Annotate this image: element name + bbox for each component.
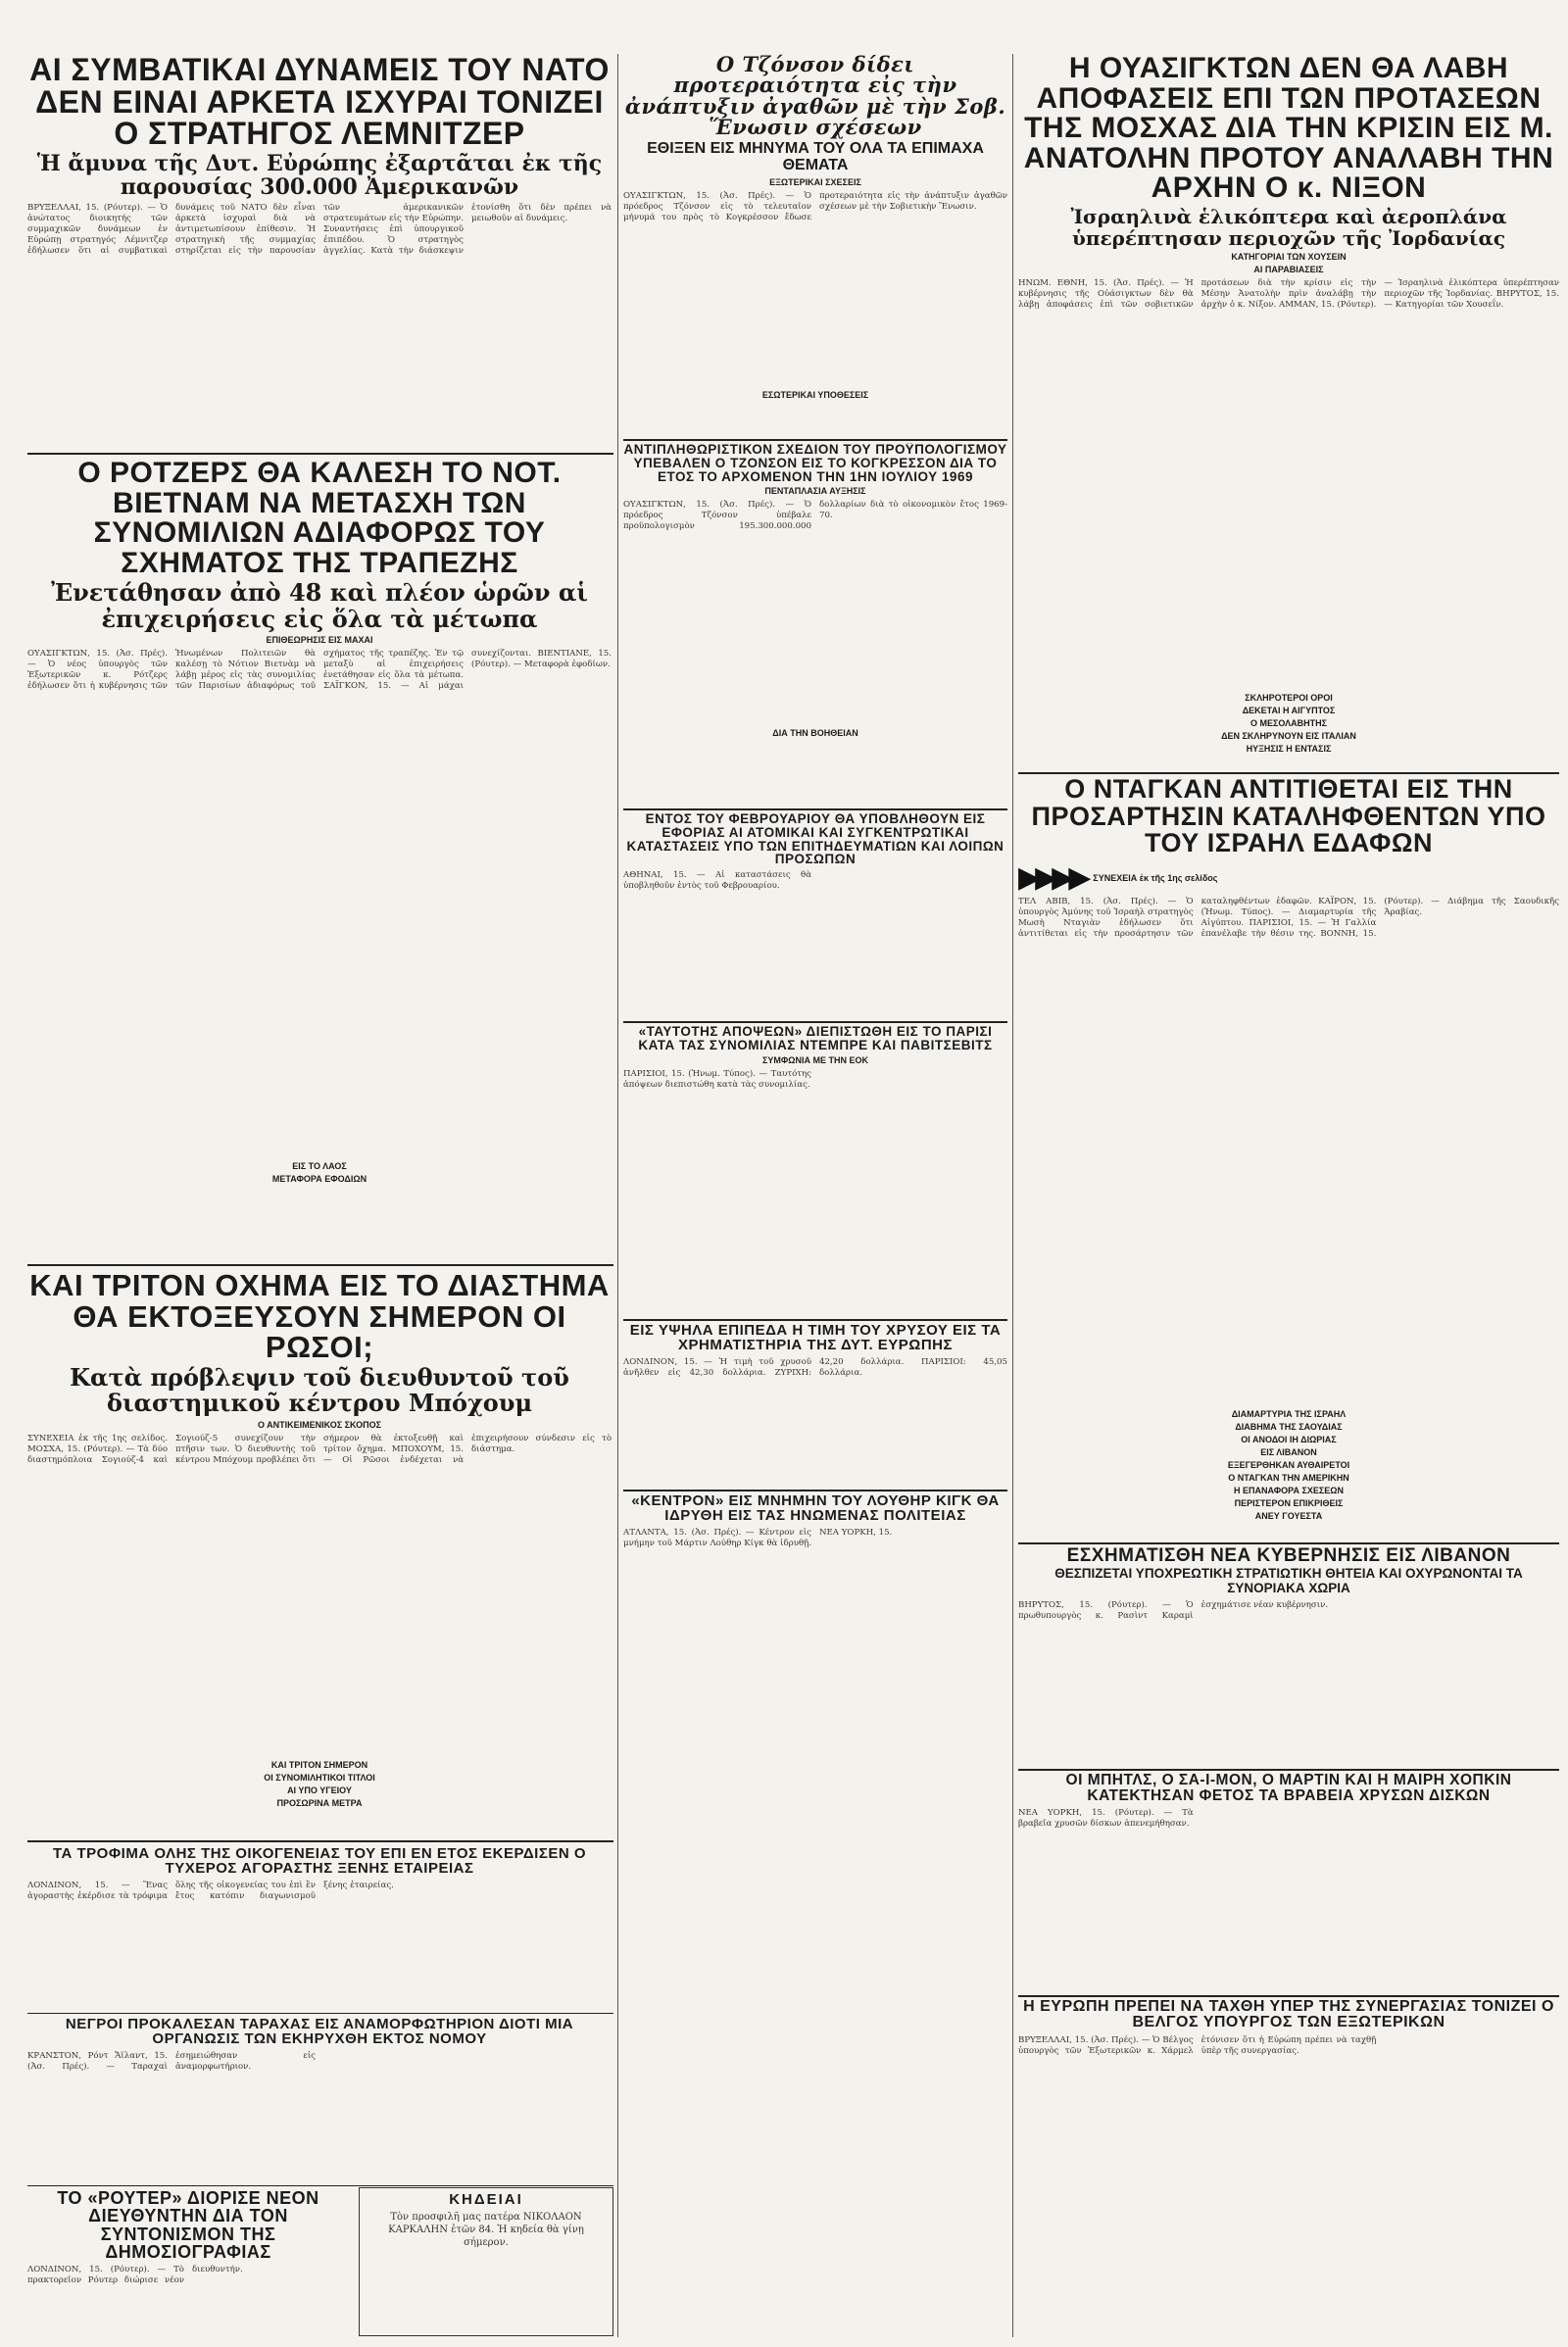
- article-gold: [623, 1323, 1007, 1488]
- section-tag: ΕΙΣ ΛΙΒΑΝΟΝ: [1260, 1446, 1317, 1457]
- section-tag: ΑΝΕΥ ΓΟΥΕΣΤΑ: [1254, 1510, 1323, 1521]
- section-tag: ΚΑΤΗΓΟΡΙΑΙ ΤΩΝ ΧΟΥΣΕΙΝ: [1231, 251, 1347, 262]
- section-tag: ΣΚΛΗΡΟΤΕΡΟΙ ΟΡΟΙ: [1245, 692, 1333, 703]
- section-tag: Ο ΑΝΤΙΚΕΙΜΕΝΙΚΟΣ ΣΚΟΠΟΣ: [257, 1419, 382, 1430]
- section-tag: ΜΕΤΑΦΟΡΑ ΕΦΟΔΙΩΝ: [271, 1174, 368, 1185]
- headline: «ΚΕΝΤΡΟΝ» ΕΙΣ ΜΝΗΜΗΝ ΤΟΥ ΛΟΥΘΗΡ ΚΙΓΚ ΘΑ ΙΔΡΥΘΗ ΕΙΣ ΤΑΣ ΗΝΩΜΕΝΑΣ ΠΟΛΙΤΕΙΑΣ: [631, 1493, 1000, 1525]
- headline: ΑΝΤΙΠΛΗΘΩΡΙΣΤΙΚΟΝ ΣΧΕΔΙΟΝ ΤΟΥ ΠΡΟΫΠΟΛΟΓΙΣΜΟΥ ΥΠΕΒΑΛΕΝ Ο ΤΖΟΝΣΟΝ ΕΙΣ ΤΟ ΚΟΓΚΡΕΣΣΟΝ ΔΙΑ ΤΟ ΕΤΟΣ ΤΟ ΑΡΧΟΜΕΝΟΝ ΤΗΝ 1ΗΝ ΙΟΥΛΙΟΥ 1969: [623, 443, 1007, 484]
- section-rule: [27, 1840, 613, 1842]
- section-tag: ΔΙΑΜΑΡΤΥΡΙΑ ΤΗΣ ΙΣΡΑΗΛ: [1231, 1408, 1347, 1419]
- obituary-body: Τὸν προσφιλῆ μας πατέρα ΝΙΚΟΛΑΟΝ ΚΑΡΚΑΛΗΝ ἐτῶν 84. Ἡ κηδεία θὰ γίνῃ σήμερον.: [388, 2212, 584, 2249]
- subheadline: Ἡ ἄμυνα τῆς Δυτ. Εὐρώπης ἐξαρτᾶται ἐκ τῆς παρουσίας 300.000 Ἀμερικανῶν: [36, 150, 603, 201]
- article-budget: [623, 443, 1007, 806]
- section-tag: ΕΠΙΘΕΩΡΗΣΙΣ ΕΙΣ ΜΑΧΑΙ: [266, 635, 373, 646]
- subheadline: ΕΘΙΞΕΝ ΕΙΣ ΜΗΝΥΜΑ ΤΟΥ ΟΛΑ ΤΑ ΕΠΙΜΑΧΑ ΘΕΜΑΤΑ: [647, 139, 984, 174]
- article-degaulle: [1018, 776, 1559, 1540]
- section-rule: [27, 2013, 613, 2014]
- section-tag: ΚΑΙ ΤΡΙΤΟΝ ΣΗΜΕΡΟΝ: [270, 1759, 368, 1770]
- article-body: ΟΥΑΣΙΓΚΤΩΝ, 15. (Ἀσ. Πρές). — Ὁ πρόεδρος Τζόνσον ὑπέβαλε προϋπολογισμὸν 195.300.000.000 δολλαρίων διὰ τὸ οἰκονομικὸν ἔτος 1969-70.: [623, 500, 1007, 532]
- section-rule: [623, 1490, 1007, 1491]
- article-rogers: [27, 459, 612, 1264]
- article-body: ΟΥΑΣΙΓΚΤΩΝ, 15. (Ἀσ. Πρές). — Ὁ πρόεδρος Τζόνσον εἰς τὸ τελευταῖον μήνυμά του πρὸς τὸ Κογκρέσσον ἔδωσε προτεραιότητα εἰς τὴν ἀνάπτυξιν ἀγαθῶν σχέσεων μὲ τὴν Σοβιετικὴν Ἕνωσιν.: [623, 190, 1007, 222]
- article-paris: [623, 1025, 1007, 1317]
- article-body: ΒΡΥΞΕΛΛΑΙ, 15. (Ἀσ. Πρές). — Ὁ Βέλγος ὑπουργὸς τῶν Ἐξωτερικῶν κ. Χάρμελ ἐτόνισεν ὅτι ἡ Εὐρώπη πρέπει νὰ ταχθῇ ὑπὲρ τῆς συνεργασίας.: [1018, 2034, 1377, 2056]
- section-tag: ΕΣΩΤΕΡΙΚΑΙ ΥΠΟΘΕΣΕΙΣ: [761, 389, 869, 400]
- article-body: ΗΝΩΜ. ΕΘΝΗ, 15. (Ἀσ. Πρές). — Ἡ κυβέρνησις τῆς Οὐάσιγκτων δὲν θὰ λάβῃ ἀποφάσεις ἐπὶ τῶν σοβιετικῶν προτάσεων διὰ τὴν κρίσιν εἰς τὴν Μέσην Ἀνατολὴν πρὶν ἀναλάβῃ τὴν ἀρχὴν ὁ κ. Νίξον. ΑΜΜΑΝ, 15. (Ρόυτερ). — Ἰσραηλινὰ ἑλικόπτερα ὑπερέπτησαν περιοχῶν τῆς Ἰορδανίας. ΒΗΡΥΤΟΣ, 15. — Κατηγορίαι τῶν Χουσεΐν.: [1018, 277, 1559, 310]
- article-body: ΑΤΛΑΝΤΑ, 15. (Ἀσ. Πρές). — Κέντρον εἰς μνήμην τοῦ Μάρτιν Λούθηρ Κίγκ θὰ ἱδρυθῇ. ΝΕΑ ΥΟΡΚΗ, 15.: [623, 1527, 893, 1548]
- article-food: [27, 1846, 612, 2011]
- section-rule: [623, 439, 1007, 441]
- article-nato: [27, 54, 612, 451]
- article-johnson: [623, 54, 1007, 436]
- article-body: ΛΟΝΔΙΝΟΝ, 15. (Ρόυτερ). — Τὸ πρακτορεῖον Ρόυτερ διώρισε νέον διευθυντήν.: [27, 2265, 243, 2286]
- section-tag: ΕΞΩΤΕΡΙΚΑΙ ΣΧΕΣΕΙΣ: [769, 176, 861, 187]
- article-body: ΠΑΡΙΣΙΟΙ, 15. (Ἡνωμ. Τύπος). — Ταυτότης ἀπόψεων διεπιστώθη κατὰ τὰς συνομιλίας.: [623, 1068, 811, 1090]
- headline: ΕΙΣ ΥΨΗΛΑ ΕΠΙΠΕΔΑ Η ΤΙΜΗ ΤΟΥ ΧΡΥΣΟΥ ΕΙΣ ΤΑ ΧΡΗΜΑΤΙΣΤΗΡΙΑ ΤΗΣ ΔΥΤ. ΕΥΡΩΠΗΣ: [629, 1323, 1002, 1354]
- section-tag: ΕΙΣ ΤΟ ΛΑΟΣ: [292, 1161, 347, 1172]
- headline: ΑΙ ΣΥΜΒΑΤΙΚΑΙ ΔΥΝΑΜΕΙΣ ΤΟΥ ΝΑΤΟ ΔΕΝ ΕΙΝΑΙ ΑΡΚΕΤΑ ΙΣΧΥΡΑΙ ΤΟΝΙΖΕΙ Ο ΣΤΡΑΤΗΓΟΣ ΛΕΜΝΙΤΖΕΡ: [29, 54, 610, 152]
- section-tag: ΠΕΡΙΣΤΕΡΟΝ ΕΠΙΚΡΙΘΕΙΣ: [1234, 1497, 1344, 1508]
- section-rule: [1018, 772, 1559, 774]
- section-rule: [623, 808, 1007, 810]
- headline: ΟΙ ΜΠΗΤΛΣ, Ο ΣΑ-Ι-ΜΟΝ, Ο ΜΑΡΤΙΝ ΚΑΙ Η ΜΑΙΡΗ ΧΟΠΚΙΝ ΚΑΤΕΚΤΗΣΑΝ ΦΕΤΟΣ ΤΑ ΒΡΑΒΕΙΑ ΧΡΥΣΩΝ ΔΙΣΚΩΝ: [1065, 1773, 1512, 1804]
- subheadline: Ἐνετάθησαν ἀπὸ 48 καὶ πλέον ὡρῶν αἱ ἐπιχειρήσεις εἰς ὅλα τὰ μέτωπα: [51, 578, 588, 633]
- article-tax: [623, 812, 1007, 1018]
- article-body: ΟΥΑΣΙΓΚΤΩΝ, 15. (Ἀσ. Πρές). — Ὁ νέος ὑπουργὸς τῶν Ἐξωτερικῶν κ. Ρότζερς ἐδήλωσεν ὅτι ἡ κυβέρνησις τῶν Ἡνωμένων Πολιτειῶν θὰ καλέσῃ τὸ Νότιον Βιετνὰμ νὰ λάβῃ μέρος εἰς τὰς συνομιλίας τῶν Παρισίων ἀδιαφόρως τοῦ σχήματος τῆς τραπέζης. Ἐν τῷ μεταξὺ αἱ ἐπιχειρήσεις ἐνετάθησαν εἰς ὅλα τὰ μέτωπα. ΣΑΪΓΚΟΝ, 15. — Αἱ μάχαι συνεχίζονται. ΒΙΕΝΤΙΑΝΕ, 15. (Ρόυτερ). — Μεταφορὰ ἐφοδίων.: [27, 649, 612, 692]
- article-negroes: [27, 2017, 612, 2183]
- headline: Ο Τζόνσον δίδει προτεραιότητα εἰς τὴν ἀνάπτυξιν ἀγαθῶν μὲ τὴν Σοβ. Ἕνωσιν σχέσεων: [624, 54, 1006, 140]
- subheadline: ΘΕΣΠΙΖΕΤΑΙ ΥΠΟΧΡΕΩΤΙΚΗ ΣΤΡΑΤΙΩΤΙΚΗ ΘΗΤΕΙΑ ΚΑΙ ΟΧΥΡΩΝΟΝΤΑΙ ΤΑ ΣΥΝΟΡΙΑΚΑ ΧΩΡΙΑ: [1054, 1566, 1523, 1596]
- section-tag: ΔΙΑ ΤΗΝ ΒΟΗΘΕΙΑΝ: [772, 728, 858, 739]
- section-rule: [1018, 1542, 1559, 1544]
- article-body: ΑΘΗΝΑΙ, 15. — Αἱ καταστάσεις θὰ ὑποβληθοῦν ἐντὸς τοῦ Φεβρουαρίου.: [623, 870, 811, 892]
- headline: Η ΕΥΡΩΠΗ ΠΡΕΠΕΙ ΝΑ ΤΑΧΘΗ ΥΠΕΡ ΤΗΣ ΣΥΝΕΡΓΑΣΙΑΣ ΤΟΝΙΖΕΙ Ο ΒΕΛΓΟΣ ΥΠΟΥΡΓΟΣ ΤΩΝ ΕΞΩΤΕΡΙΚΩΝ: [1023, 1999, 1554, 2031]
- section-tag: ΠΕΝΤΑΠΛΑΣΙΑ ΑΥΞΗΣΙΣ: [764, 486, 866, 497]
- subheadline: Ἰσραηλινὰ ἑλικόπτερα καὶ ἀεροπλάνα ὑπερέπτησαν περιοχῶν τῆς Ἰορδανίας: [1070, 204, 1507, 250]
- article-reuter: [27, 2189, 349, 2336]
- headline: Ο ΝΤΑΓΚΑΝ ΑΝΤΙΤΙΘΕΤΑΙ ΕΙΣ ΤΗΝ ΠΡΟΣΑΡΤΗΣΙΝ ΚΑΤΑΛΗΦΘΕΝΤΩΝ ΥΠΟ ΤΟΥ ΙΣΡΑΗΛ ΕΔΑΦΩΝ: [1031, 776, 1546, 858]
- section-rule: [27, 2185, 613, 2186]
- article-belgium: [1018, 1999, 1559, 2337]
- section-tag: ΕΞΕΓΕΡΘΗΚΑΝ ΑΥΘΑΙΡΕΤΟΙ: [1227, 1459, 1350, 1470]
- headline: ΕΝΤΟΣ ΤΟΥ ΦΕΒΡΟΥΑΡΙΟΥ ΘΑ ΥΠΟΒΛΗΘΟΥΝ ΕΙΣ ΕΦΟΡΙΑΣ ΑΙ ΑΤΟΜΙΚΑΙ ΚΑΙ ΣΥΓΚΕΝΤΡΩΤΙΚΑΙ ΚΑΤΑΣΤΑΣΕΙΣ ΥΠΟ ΤΩΝ ΕΠΙΤΗΔΕΥΜΑΤΙΩΝ ΚΑΙ ΛΟΙΠΩΝ ΠΡΟΣΩΠΩΝ: [626, 812, 1004, 867]
- section-rule: [27, 1264, 613, 1266]
- headline: «ΤΑΥΤΟΤΗΣ ΑΠΟΨΕΩΝ» ΔΙΕΠΙΣΤΩΘΗ ΕΙΣ ΤΟ ΠΑΡΙΣΙ ΚΑΤΑ ΤΑΣ ΣΥΝΟΜΙΛΙΑΣ ΝΤΕΜΠΡΕ ΚΑΙ ΠΑΒΙΤΣΕΒΙΤΣ: [638, 1025, 993, 1052]
- section-tag: Ο ΝΤΑΓΚΑΝ ΤΗΝ ΑΜΕΡΙΚΗΝ: [1228, 1472, 1349, 1483]
- headline: Η ΟΥΑΣΙΓΚΤΩΝ ΔΕΝ ΘΑ ΛΑΒΗ ΑΠΟΦΑΣΕΙΣ ΕΠΙ ΤΩΝ ΠΡΟΤΑΣΕΩΝ ΤΗΣ ΜΟΣΧΑΣ ΔΙΑ ΤΗΝ ΚΡΙΣΙΝ ΕΙΣ Μ. ΑΝΑΤΟΛΗΝ ΠΡΟΤΟΥ ΑΝΑΛΑΒΗ ΤΗΝ ΑΡΧΗΝ Ο κ. ΝΙΞΟΝ: [1023, 54, 1554, 205]
- section-tag: ΑΙ ΠΑΡΑΒΙΑΣΕΙΣ: [1253, 264, 1324, 274]
- article-space: [27, 1270, 612, 1838]
- section-tag: ΣΥΜΦΩΝΙΑ ΜΕ ΤΗΝ ΕΟΚ: [761, 1054, 868, 1065]
- article-body: ΣΥΝΕΧΕΙΑ ἐκ τῆς 1ης σελίδος. ΜΟΣΧΑ, 15. (Ρόυτερ). — Τὰ δύο διαστημόπλοια Σογιούζ-4 καὶ Σογιούζ-5 συνεχίζουν τὴν πτῆσιν των. Ὁ διευθυντὴς τοῦ κέντρου Μπόχουμ προβλέπει ὅτι σήμερον θὰ ἐκτοξευθῇ καὶ τρίτον ὄχημα. ΜΠΟΧΟΥΜ, 15. — Οἱ Ρῶσοι ἐνδέχεται νὰ ἐπιχειρήσουν σύνδεσιν εἰς τὸ διάστημα.: [27, 1433, 612, 1465]
- article-body: ΒΗΡΥΤΟΣ, 15. (Ρόυτερ). — Ὁ πρωθυπουργὸς κ. Ρασὶντ Καραμὶ ἐσχημάτισε νέαν κυβέρνησιν.: [1018, 1600, 1329, 1622]
- subheadline: Κατὰ πρόβλεψιν τοῦ διευθυντοῦ τοῦ διαστημικοῦ κέντρου Μπόχουμ: [70, 1362, 569, 1418]
- article-body: ΚΡΑΝΣΤΟΝ, Ρόντ Ἄϊλαντ, 15. (Ἀσ. Πρές). — Ταραχαὶ ἐσημειώθησαν εἰς ἀναμορφωτήριον.: [27, 2050, 316, 2072]
- headline: Ο ΡΟΤΖΕΡΣ ΘΑ ΚΑΛΕΣΗ ΤΟ ΝΟΤ. ΒΙΕΤΝΑΜ ΝΑ ΜΕΤΑΣΧΗ ΤΩΝ ΣΥΝΟΜΙΛΙΩΝ ΑΔΙΑΦΟΡΩΣ ΤΟΥ ΣΧΗΜΑΤΟΣ ΤΗΣ ΤΡΑΠΕΖΗΣ: [77, 459, 562, 579]
- section-rule: [1018, 1769, 1559, 1771]
- obituary-title: ΚΗΔΕΙΑΙ: [449, 2191, 523, 2208]
- article-lebanon: [1018, 1546, 1559, 1767]
- section-rule: [623, 1319, 1007, 1321]
- section-tag: ΔΕΝ ΣΚΛΗΡΥΝΟΥΝ ΕΙΣ ΙΤΑΛΙΑΝ: [1221, 730, 1356, 741]
- section-tag: ΟΙ ΑΝΟΔΟΙ ΙΗ ΔΙΩΡΙΑΣ: [1241, 1434, 1337, 1444]
- article-king: [623, 1493, 1007, 2199]
- headline: ΤΑ ΤΡΟΦΙΜΑ ΟΛΗΣ ΤΗΣ ΟΙΚΟΓΕΝΕΙΑΣ ΤΟΥ ΕΠΙ ΕΝ ΕΤΟΣ ΕΚΕΡΔΙΣΕΝ Ο ΤΥΧΕΡΟΣ ΑΓΟΡΑΣΤΗΣ ΞΕΝΗΣ ΕΤΑΙΡΕΙΑΣ: [52, 1846, 587, 1878]
- section-rule: [1018, 1995, 1559, 1997]
- article-body: ΤΕΛ ΑΒΙΒ, 15. (Ἀσ. Πρές). — Ὁ ὑπουργὸς Ἀμύνης τοῦ Ἰσραὴλ στρατηγὸς Μωσὴ Νταγιὰν ἐδήλωσεν ὅτι ἀντιτίθεται εἰς τὴν προσάρτησιν τῶν καταληφθέντων ἐδαφῶν. ΚΑΪΡΟΝ, 15. (Ἡνωμ. Τύπος). — Διαμαρτυρία τῆς Αἰγύπτου. ΠΑΡΙΣΙΟΙ, 15. — Ἡ Γαλλία ἐπανέλαβε τὴν θέσιν της. ΒΟΝΝΗ, 15. (Ρόυτερ). — Διάβημα τῆς Σαουδικῆς Ἀραβίας.: [1018, 896, 1559, 939]
- article-washington: [1018, 54, 1559, 769]
- section-rule: [623, 1021, 1007, 1023]
- headline: ΚΑΙ ΤΡΙΤΟΝ ΟΧΗΜΑ ΕΙΣ ΤΟ ΔΙΑΣΤΗΜΑ ΘΑ ΕΚΤΟΞΕΥΣΟΥΝ ΣΗΜΕΡΟΝ ΟΙ ΡΩΣΟΙ;: [29, 1270, 610, 1365]
- headline: ΝΕΓΡΟΙ ΠΡΟΚΑΛΕΣΑΝ ΤΑΡΑΧΑΣ ΕΙΣ ΑΝΑΜΟΡΦΩΤΗΡΙΟΝ ΔΙΟΤΙ ΜΙΑ ΟΡΓΑΝΩΣΙΣ ΤΩΝ ΕΚΗΡΥΧΘΗ ΕΚΤΟΣ ΝΟΜΟΥ: [65, 2017, 574, 2048]
- continued-label: ΣΥΝΕΧΕΙΑ ἐκ τῆς 1ης σελίδος: [1093, 872, 1218, 883]
- column-divider: [617, 54, 618, 2337]
- article-body: ΝΕΑ ΥΟΡΚΗ, 15. (Ρόυτερ). — Τὰ βραβεῖα χρυσῶν δίσκων ἀπενεμήθησαν.: [1018, 1807, 1194, 1829]
- arrow-icon: ▶▶▶▶: [1018, 859, 1086, 895]
- section-rule: [27, 453, 613, 455]
- section-tag: ΔΕΚΕΤΑΙ Η ΑΙΓΥΠΤΟΣ: [1242, 705, 1336, 715]
- section-tag: ΑΙ ΥΠΟ ΥΓΕΙΟΥ: [287, 1785, 352, 1795]
- section-tag: ΗΥΞΗΣΙΣ Η ΕΝΤΑΣΙΣ: [1246, 743, 1332, 754]
- article-body: ΛΟΝΔΙΝΟΝ, 15. — Ἡ τιμὴ τοῦ χρυσοῦ ἀνῆλθεν εἰς 42,30 δολλάρια. ΖΥΡΙΧΗ: 42,20 δολλάρια. ΠΑΡΙΣΙΟΙ: 45,05 δολλάρια.: [623, 1356, 1007, 1378]
- article-awards: [1018, 1773, 1559, 1993]
- section-tag: Η ΕΠΑΝΑΦΟΡΑ ΣΧΕΣΕΩΝ: [1233, 1485, 1344, 1495]
- section-tag: ΠΡΟΣΩΡΙΝΑ ΜΕΤΡΑ: [276, 1797, 363, 1808]
- column-divider: [1012, 54, 1013, 2337]
- section-tag: Ο ΜΕΣΟΛΑΒΗΤΗΣ: [1250, 717, 1328, 728]
- headline: ΕΣΧΗΜΑΤΙΣΘΗ ΝΕΑ ΚΥΒΕΡΝΗΣΙΣ ΕΙΣ ΛΙΒΑΝΟΝ: [1066, 1546, 1511, 1566]
- section-tag: ΟΙ ΣΥΝΟΜΙΛΗΤΙΚΟΙ ΤΙΤΛΟΙ: [264, 1772, 375, 1783]
- obituary-box: [359, 2187, 613, 2336]
- headline: ΤΟ «ΡΟΥΤΕΡ» ΔΙΟΡΙΣΕ ΝΕΟΝ ΔΙΕΥΘΥΝΤΗΝ ΔΙΑ ΤΟΝ ΣΥΝΤΟΝΙΣΜΟΝ ΤΗΣ ΔΗΜΟΣΙΟΓΡΑΦΙΑΣ: [57, 2189, 319, 2263]
- article-body: ΒΡΥΞΕΛΛΑΙ, 15. (Ρόυτερ). — Ὁ ἀνώτατος διοικητής τῶν συμμαχικῶν δυνάμεων ἐν Εὐρώπῃ στρατηγός Λέμνιτζερ ἐδήλωσεν ὅτι αἱ συμβατικαὶ δυνάμεις τοῦ ΝΑΤΟ δὲν εἶναι ἀρκετὰ ἰσχυραὶ διὰ νὰ ἀντιμετωπίσουν ἐπίθεσιν. Ἡ στρατηγικὴ τῆς συμμαχίας στηρίζεται εἰς τὴν παρουσίαν τῶν ἀμερικανικῶν στρατευμάτων εἰς τὴν Εὐρώπην. Συναντήσεις ἐπὶ ὑπουργικοῦ ἐπιπέδου. Ὁ στρατηγὸς ἀγγελίας. Κατὰ τὴν διάσκεψιν ἐτονίσθη ὅτι δὲν πρέπει νὰ μειωθοῦν αἱ δυνάμεις.: [27, 203, 612, 257]
- article-body: ΛΟΝΔΙΝΟΝ, 15. — Ἕνας ἀγοραστὴς ἐκέρδισε τὰ τρόφιμα ὅλης τῆς οἰκογενείας του ἐπὶ ἓν ἔτος κατόπιν διαγωνισμοῦ ξένης ἑταιρείας.: [27, 1880, 394, 1901]
- section-tag: ΔΙΑΒΗΜΑ ΤΗΣ ΣΑΟΥΔΙΑΣ: [1235, 1421, 1343, 1432]
